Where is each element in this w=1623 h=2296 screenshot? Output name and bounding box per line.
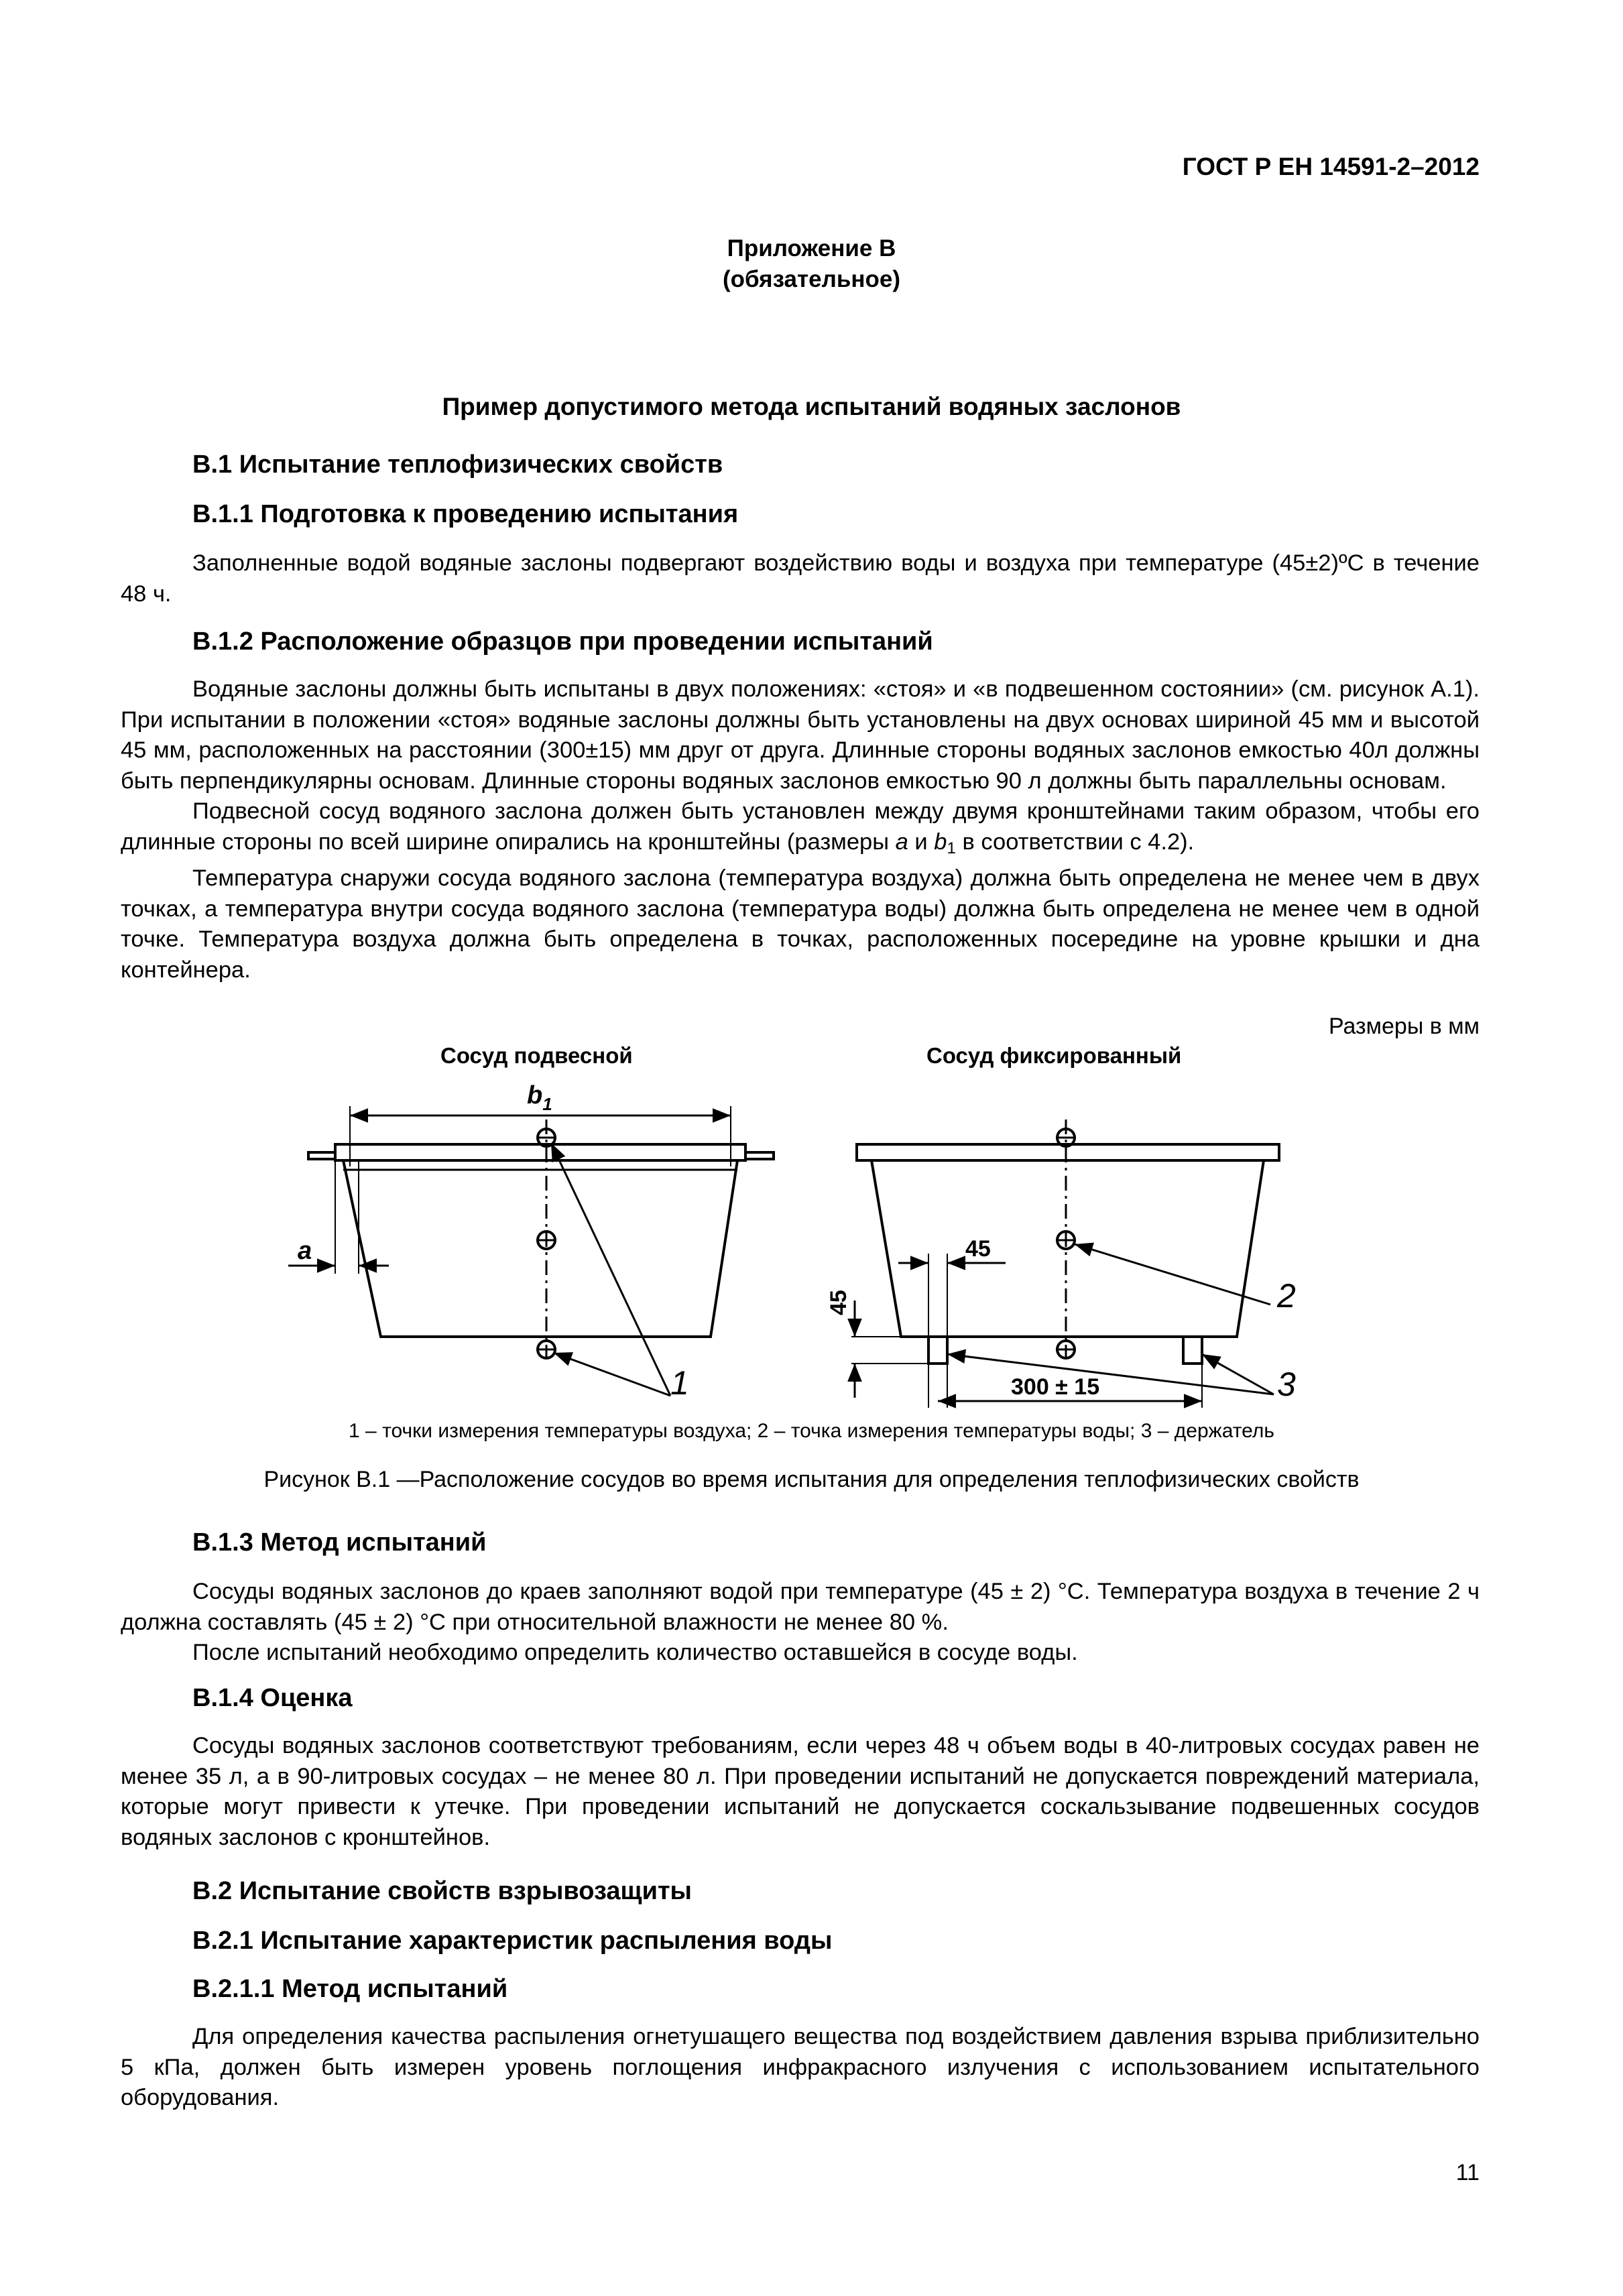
figure-legend: 1 – точки измерения температуры воздуха; 2 – точка измерения температуры воды; 3 – держатель bbox=[349, 1420, 1274, 1442]
symbol-b: b bbox=[934, 829, 947, 855]
text-run: в соответствии с 4.2). bbox=[955, 829, 1195, 855]
section-heading-b12: В.1.2 Расположение образцов при проведении испытаний bbox=[192, 627, 933, 656]
paragraph-text: Сосуды водяных заслонов соответствуют требованиям, если через 48 ч объем воды в 40-литровых сосудах равен не менее 35 л, а в 90-литровых сосудах – не менее 80 л. При проведении испытаний не допускается повреждений материала, которые могут привести к утечке. При проведении испытаний не допускается соскальзывание подвешенных сосудов водяных заслонов с кронштейнов. bbox=[121, 1733, 1480, 1850]
section-heading-b21: В.2.1 Испытание характеристик распыления воды bbox=[192, 1927, 833, 1955]
figure-right-title: Сосуд фиксированный bbox=[926, 1043, 1182, 1068]
section-heading-b2: В.2 Испытание свойств взрывозащиты bbox=[192, 1877, 693, 1905]
callout-2: 2 bbox=[1277, 1277, 1296, 1315]
appendix-status: (обязательное) bbox=[722, 266, 900, 292]
section-heading-b13: В.1.3 Метод испытаний bbox=[192, 1528, 487, 1557]
holder-right bbox=[1183, 1337, 1202, 1364]
paragraph-b211 bbox=[121, 2022, 1480, 2114]
label-45-width: 45 bbox=[965, 1236, 991, 1262]
paragraph-text: Заполненные водой водяные заслоны подвергают воздействию воды и воздуха при температуре (45±2)ºC в течение 48 ч. bbox=[121, 550, 1480, 607]
leader-3-right bbox=[1202, 1354, 1274, 1394]
units-note: Размеры в мм bbox=[1328, 1014, 1480, 1039]
hanging-vessel bbox=[288, 1106, 774, 1396]
paragraph-text: Сосуды водяных заслонов до краев заполняют водой при температуре (45 ± 2) °C. Температура воздуха в течение 2 ч должна составлять (45 ± 2) °C при относительной влажности не менее 80 %. bbox=[121, 1579, 1480, 1635]
section-heading-b1: В.1 Испытание теплофизических свойств bbox=[192, 450, 723, 479]
symbol-subscript: 1 bbox=[947, 839, 956, 857]
hanging-vessel-body bbox=[343, 1160, 737, 1337]
section-heading-b11: В.1.1 Подготовка к проведению испытания bbox=[192, 500, 739, 528]
leader-2 bbox=[1075, 1244, 1270, 1305]
paragraph-text: После испытаний необходимо определить количество оставшейся в сосуде воды. bbox=[192, 1640, 1078, 1665]
paragraph-b13 bbox=[121, 1577, 1480, 1669]
label-a: a bbox=[298, 1237, 312, 1265]
paragraph-text: Для определения качества распыления огнетушащего вещества под воздействием давления взрыва приблизительно 5 кПа, должен быть измерен уровень поглощения инфракрасного излучения с использованием испытательного оборудования. bbox=[121, 2024, 1480, 2110]
paragraph-b14 bbox=[121, 1731, 1480, 1853]
hanging-vessel-lid bbox=[335, 1144, 745, 1160]
svg-text:b1 bbox=[527, 1081, 552, 1114]
right-bracket bbox=[745, 1152, 774, 1159]
label-b1-subscript: 1 bbox=[542, 1094, 552, 1114]
left-bracket bbox=[308, 1152, 335, 1159]
label-45-height: 45 bbox=[826, 1290, 851, 1315]
holder-left bbox=[928, 1337, 947, 1364]
text-run: Подвесной сосуд водяного заслона должен быть установлен между двумя кронштейнами таким образом, чтобы его длинные стороны по всей ширине опирались на кронштейны (размеры bbox=[121, 798, 1480, 855]
section-heading-b211: В.2.1.1 Метод испытаний bbox=[192, 1975, 508, 2003]
appendix-label: Приложение В bbox=[727, 235, 896, 261]
page-number: 11 bbox=[1455, 2160, 1480, 2185]
text-run: и bbox=[908, 829, 935, 855]
section-heading-b14: В.1.4 Оценка bbox=[192, 1684, 353, 1712]
leader-3-left bbox=[947, 1354, 1274, 1394]
paragraph-text: Температура снаружи сосуда водяного заслона (температура воздуха) должна быть определена не менее чем в двух точках, а температура внутри сосуда водяного заслона (температура воды) должна быть определена не менее чем в одной точке. Температура воздуха должна быть определена в точках, расположенных посередине на уровне крышки и дна контейнера. bbox=[121, 865, 1480, 983]
label-b1: b bbox=[527, 1081, 543, 1109]
standard-number: ГОСТ Р ЕН 14591-2–2012 bbox=[1182, 153, 1480, 180]
figure-caption: Рисунок В.1 —Расположение сосудов во время испытания для определения теплофизических свойств bbox=[263, 1467, 1360, 1492]
paragraph-text: Водяные заслоны должны быть испытаны в двух положениях: «стоя» и «в подвешенном состоянии» (см. рисунок А.1). При испытании в положении «стоя» водяные заслоны должны быть установлены на двух основах шириной 45 мм и высотой 45 мм, расположенных на расстоянии (300±15) мм друг от друга. Длинные стороны водяных заслонов емкостью 40л должны быть перпендикулярны основам. Длинные стороны водяных заслонов емкостью 90 л должны быть параллельны основам. bbox=[121, 676, 1480, 794]
appendix-title: Пример допустимого метода испытаний водяных заслонов bbox=[442, 393, 1181, 420]
label-300: 300 ± 15 bbox=[1011, 1374, 1100, 1400]
callout-1: 1 bbox=[670, 1364, 689, 1402]
figure-left-title: Сосуд подвесной bbox=[440, 1043, 633, 1068]
symbol-a: a bbox=[895, 829, 908, 855]
callout-3: 3 bbox=[1277, 1366, 1296, 1403]
fixed-vessel bbox=[851, 1120, 1279, 1408]
